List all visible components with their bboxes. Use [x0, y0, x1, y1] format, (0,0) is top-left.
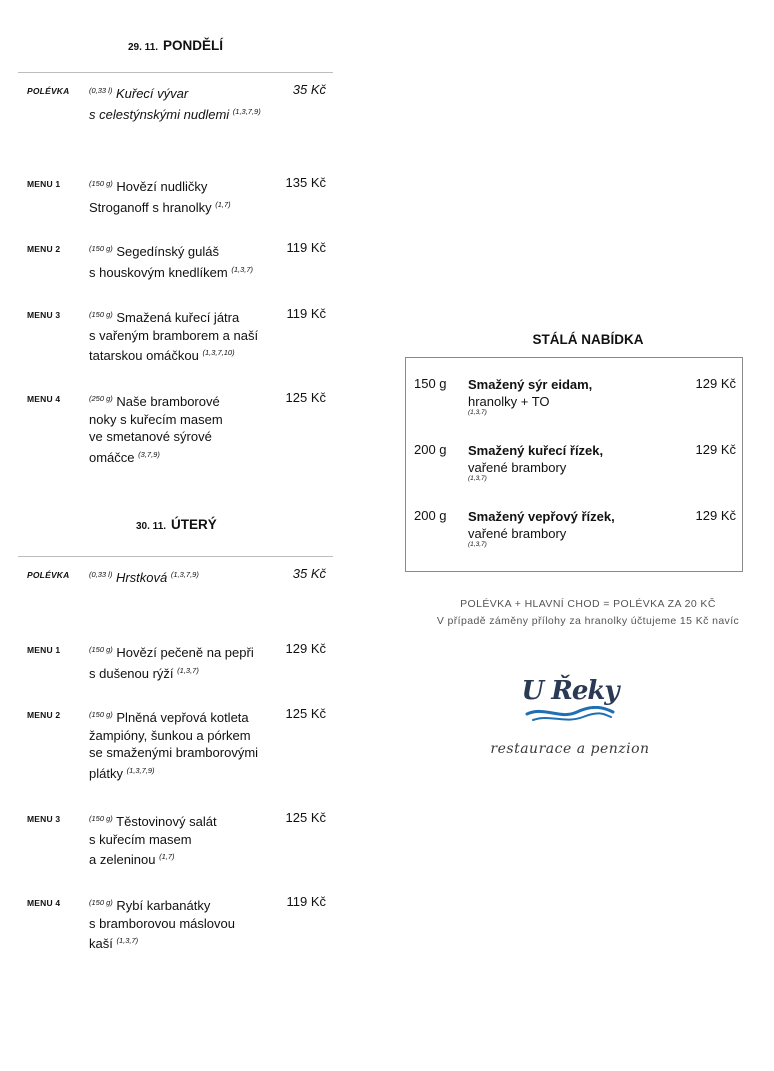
offer-weight: 150 g [414, 376, 447, 391]
item-line: s bramborovou máslovou [89, 915, 235, 931]
tuesday-divider [18, 556, 333, 557]
offer-weight: 200 g [414, 508, 447, 523]
monday-divider [18, 72, 333, 73]
item-description [89, 82, 274, 123]
wave-icon [525, 706, 615, 724]
tuesday-heading [136, 517, 217, 532]
logo-tagline: restaurace a penzion [490, 741, 650, 757]
item-allergens: (1,3,7) [177, 665, 199, 675]
item-line: Kuřecí vývar [115, 86, 189, 101]
monday-day-name: PONDĚLÍ [163, 38, 224, 53]
item-price: 35 Kč [292, 82, 326, 97]
item-label: POLÉVKA [27, 570, 70, 580]
restaurant-logo [470, 676, 670, 766]
item-price: 125 Kč [285, 706, 326, 721]
item-line: noky s kuřecím masem [89, 411, 223, 427]
item-line: a zeleninou [89, 852, 156, 867]
item-description [89, 306, 274, 365]
item-label: MENU 3 [27, 310, 61, 320]
item-description [89, 175, 274, 216]
offer-price: 129 Kč [695, 442, 736, 457]
offer-allergens: (1,3,7) [468, 475, 487, 482]
standing-offer-title: STÁLÁ NABÍDKA [532, 332, 644, 347]
item-line: omáčce [89, 449, 135, 465]
item-price: 119 Kč [286, 240, 326, 255]
item-description [89, 894, 274, 953]
item-weight: (150 g) [89, 179, 113, 188]
item-label: MENU 3 [27, 814, 61, 824]
item-weight: (150 g) [89, 645, 113, 654]
tuesday-date: 30. 11. [136, 521, 167, 532]
item-allergens: (3,7,9) [138, 449, 160, 459]
item-weight: (0,33 l) [89, 570, 113, 579]
item-label: MENU 1 [27, 179, 61, 189]
item-label: MENU 2 [27, 710, 61, 720]
item-line: Naše bramborové [116, 394, 220, 409]
item-allergens: (1,3,7) [231, 264, 254, 274]
item-line: s dušenou rýží [89, 665, 174, 681]
item-label: MENU 4 [27, 898, 61, 908]
monday-heading [128, 38, 223, 53]
item-weight: (150 g) [89, 310, 113, 319]
offer-side: hranolky + TO [468, 394, 550, 409]
item-line: Hovězí nudličky [116, 179, 208, 194]
item-weight: (150 g) [89, 710, 113, 719]
offer-description [468, 442, 668, 483]
item-label: MENU 2 [27, 244, 61, 254]
item-allergens: (1,7) [215, 199, 231, 209]
item-line: ve smetanové sýrové [89, 429, 212, 444]
standing-offer-item [406, 490, 742, 550]
offer-description [468, 376, 668, 417]
offer-name: Smažený kuřecí řízek, [468, 443, 604, 458]
side-swap-note: V případě záměny přílohy za hranolky účtujeme 15 Kč navíc [436, 615, 740, 627]
item-line: s houskovým knedlíkem [89, 264, 228, 280]
standing-offer-item [406, 358, 742, 418]
item-allergens: (1,3,7) [116, 936, 139, 945]
item-label: MENU 4 [27, 394, 61, 404]
item-description [89, 566, 274, 587]
item-line: Rybí karbanátky [116, 898, 211, 913]
offer-description [468, 508, 668, 549]
item-description [89, 390, 274, 466]
item-weight: (0,33 l) [89, 86, 113, 95]
item-line: Stroganoff s hranolky [89, 199, 212, 215]
item-line: s vařeným bramborem a naší [89, 327, 259, 343]
offer-name: Smažený vepřový řízek, [468, 509, 615, 524]
item-weight: (150 g) [89, 244, 113, 253]
item-description [89, 706, 274, 782]
item-weight: (250 g) [89, 394, 113, 403]
offer-side: vařené brambory [468, 460, 567, 475]
item-weight: (150 g) [89, 898, 113, 907]
item-line: plátky [89, 765, 123, 781]
item-price: 125 Kč [285, 390, 326, 405]
monday-date: 29. 11. [128, 42, 159, 53]
offer-side: vařené brambory [468, 526, 567, 541]
item-price: 135 Kč [285, 175, 326, 190]
item-line: Těstovinový salát [116, 814, 217, 829]
item-price: 129 Kč [285, 641, 326, 656]
item-allergens: (1,3,7,9) [126, 765, 155, 775]
item-description [89, 240, 274, 281]
logo-name: U Řeky [521, 676, 619, 706]
item-price: 119 Kč [286, 306, 326, 321]
item-allergens: (1,3,7,10) [202, 348, 235, 357]
tuesday-day-name: ÚTERÝ [171, 517, 217, 532]
item-allergens: (1,3,7,9) [232, 106, 261, 116]
item-weight: (150 g) [89, 814, 113, 823]
offer-allergens: (1,3,7) [468, 409, 487, 416]
item-line: Hovězí pečeně na pepři [116, 645, 254, 660]
item-line: se smaženými bramborovými [89, 745, 259, 760]
item-allergens: (1,7) [159, 852, 175, 861]
item-line: tatarskou omáčkou [89, 348, 199, 363]
item-line: Hrstková [115, 570, 168, 585]
item-label: POLÉVKA [27, 86, 70, 96]
item-line: žampióny, šunkou a pórkem [89, 727, 251, 743]
standing-offer-item [406, 424, 742, 484]
item-price: 125 Kč [285, 810, 326, 825]
item-line: kaší [89, 936, 113, 951]
item-description [89, 810, 274, 869]
item-line: s celestýnskými nudlemi [89, 106, 230, 122]
offer-weight: 200 g [414, 442, 447, 457]
offer-price: 129 Kč [695, 376, 736, 391]
item-price: 119 Kč [286, 894, 326, 909]
item-line: Plněná vepřová kotleta [116, 710, 249, 725]
offer-name: Smažený sýr eidam, [468, 377, 593, 392]
item-line: Segedínský guláš [116, 244, 220, 259]
item-line: Smažená kuřecí játra [116, 310, 240, 325]
offer-price: 129 Kč [695, 508, 736, 523]
item-label: MENU 1 [27, 645, 61, 655]
item-price: 35 Kč [292, 566, 326, 581]
standing-offer-box [405, 357, 743, 572]
item-line: s kuřecím masem [89, 831, 192, 847]
item-allergens: (1,3,7,9) [170, 570, 199, 579]
item-description [89, 641, 274, 682]
combo-note: POLÉVKA + HLAVNÍ CHOD = POLÉVKA ZA 20 KČ [460, 598, 716, 610]
offer-allergens: (1,3,7) [468, 541, 487, 548]
